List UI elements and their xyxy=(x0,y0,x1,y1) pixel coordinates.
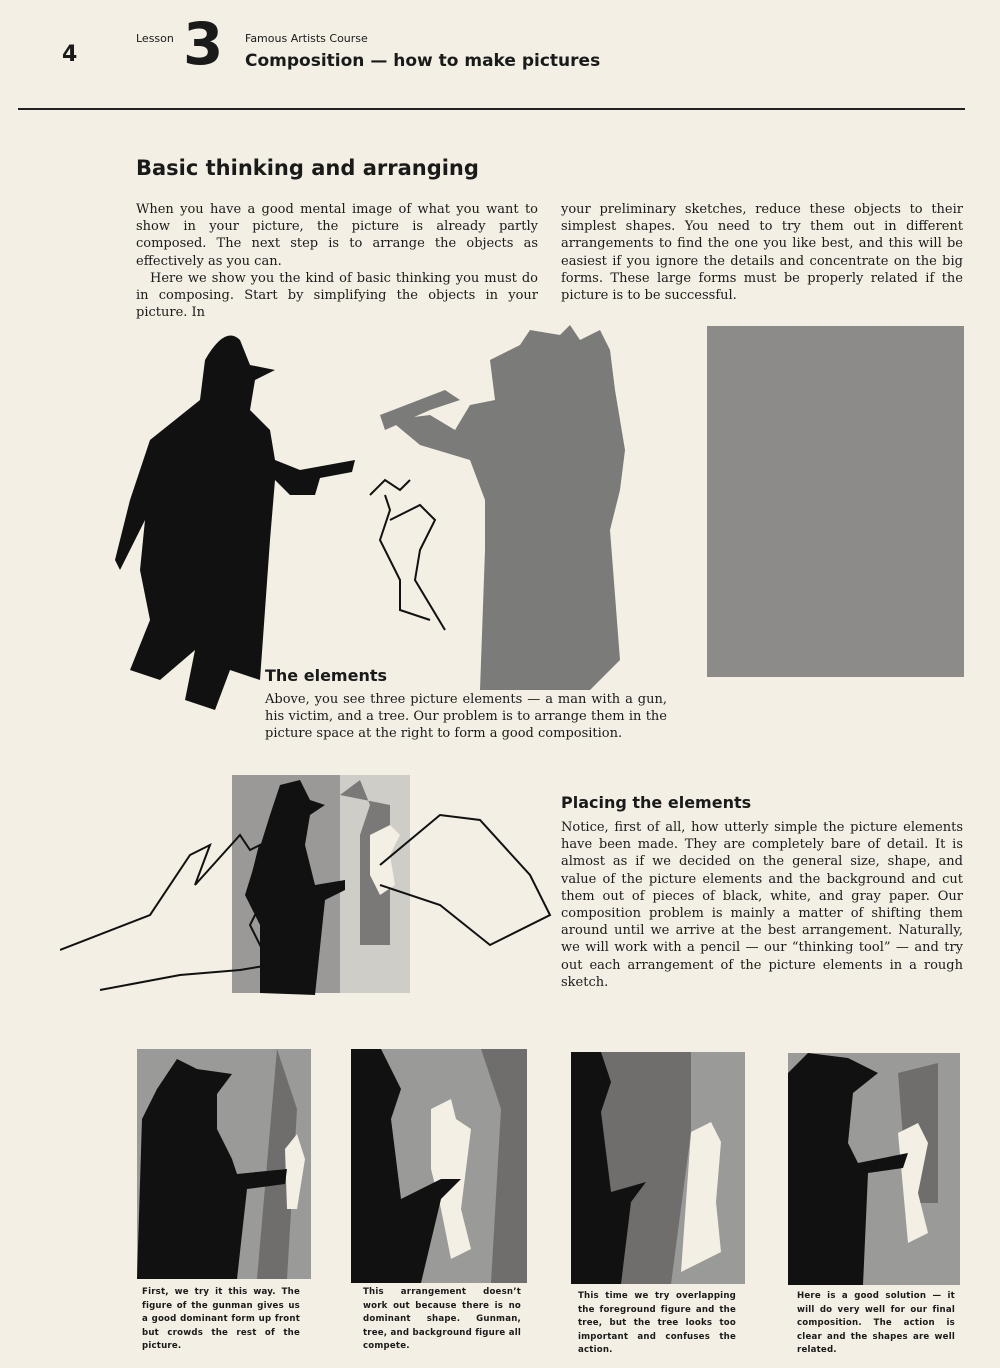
lesson-label: Lesson xyxy=(136,32,174,45)
victim-sketch xyxy=(370,480,445,630)
arrangement-panel-1 xyxy=(137,1049,311,1279)
picture-space xyxy=(707,326,964,677)
course-name: Famous Artists Course xyxy=(245,32,368,45)
paragraph: Here we show you the kind of basic thinking you must do in composing. Start by simplifying the objects in your picture. In xyxy=(136,270,538,321)
paragraph: your preliminary sketches, reduce these objects to their simplest shapes. You need to try them out in different arrangements to find the one you like best, and this will be easiest if you ignore the details and concentrate on the big forms. These large forms must be properly related if the picture is to be successful. xyxy=(561,202,963,304)
placing-text: Notice, first of all, how utterly simple the picture elements have been made. They are completely bare of detail. It is almost as if we decided on the general size, shape, and value of the picture elements and the background and cut them out of pieces of black, white, and gray paper. Our composition problem is mainly a matter of shifting them around until we arrive at the best arrangement. Naturally, we will work with a pencil — our “thinking tool” — and try out each arrangement of the picture elements in a rough sketch. xyxy=(561,820,963,990)
caption-2: This arrangement doesn’t work out because there is no dominant shape. Gunman, tree, and background figure all compete. xyxy=(363,1287,521,1351)
elements-title: The elements xyxy=(265,666,387,685)
arrangement-panel-3 xyxy=(571,1052,745,1284)
caption-1: First, we try it this way. The figure of the gunman gives us a good dominant form up front but crowds the rest of the picture. xyxy=(142,1287,300,1351)
page-number: 4 xyxy=(62,42,78,67)
hands-arranging-illustration xyxy=(60,775,555,1000)
placing-title: Placing the elements xyxy=(561,793,752,812)
elements-text: Above, you see three picture elements — a man with a gun, his victim, and a tree. Our problem is to arrange them in the picture space at the right to form a good composition. xyxy=(265,692,667,742)
intro-left-column xyxy=(136,201,538,321)
caption-4: Here is a good solution — it will do very well for our final composition. The action is clear and the shapes are well related. xyxy=(797,1291,955,1355)
lesson-subtitle: Composition — how to make pictures xyxy=(245,51,601,71)
paragraph: When you have a good mental image of what you want to show in your picture, the picture is already partly composed. The next step is to arrange the objects as effectively as you can. xyxy=(136,202,538,269)
picture-elements-illustration xyxy=(100,320,680,720)
gunman-silhouette xyxy=(115,336,355,711)
header-rule xyxy=(18,108,965,110)
intro-right-column xyxy=(561,201,963,304)
arrangement-panel-4 xyxy=(788,1053,960,1285)
arrangement-panel-2 xyxy=(351,1049,527,1283)
section-title: Basic thinking and arranging xyxy=(136,156,479,180)
lesson-number: 3 xyxy=(183,10,224,78)
caption-3: This time we try overlapping the foreground figure and the tree, but the tree looks too important and confuses the action. xyxy=(578,1291,736,1355)
